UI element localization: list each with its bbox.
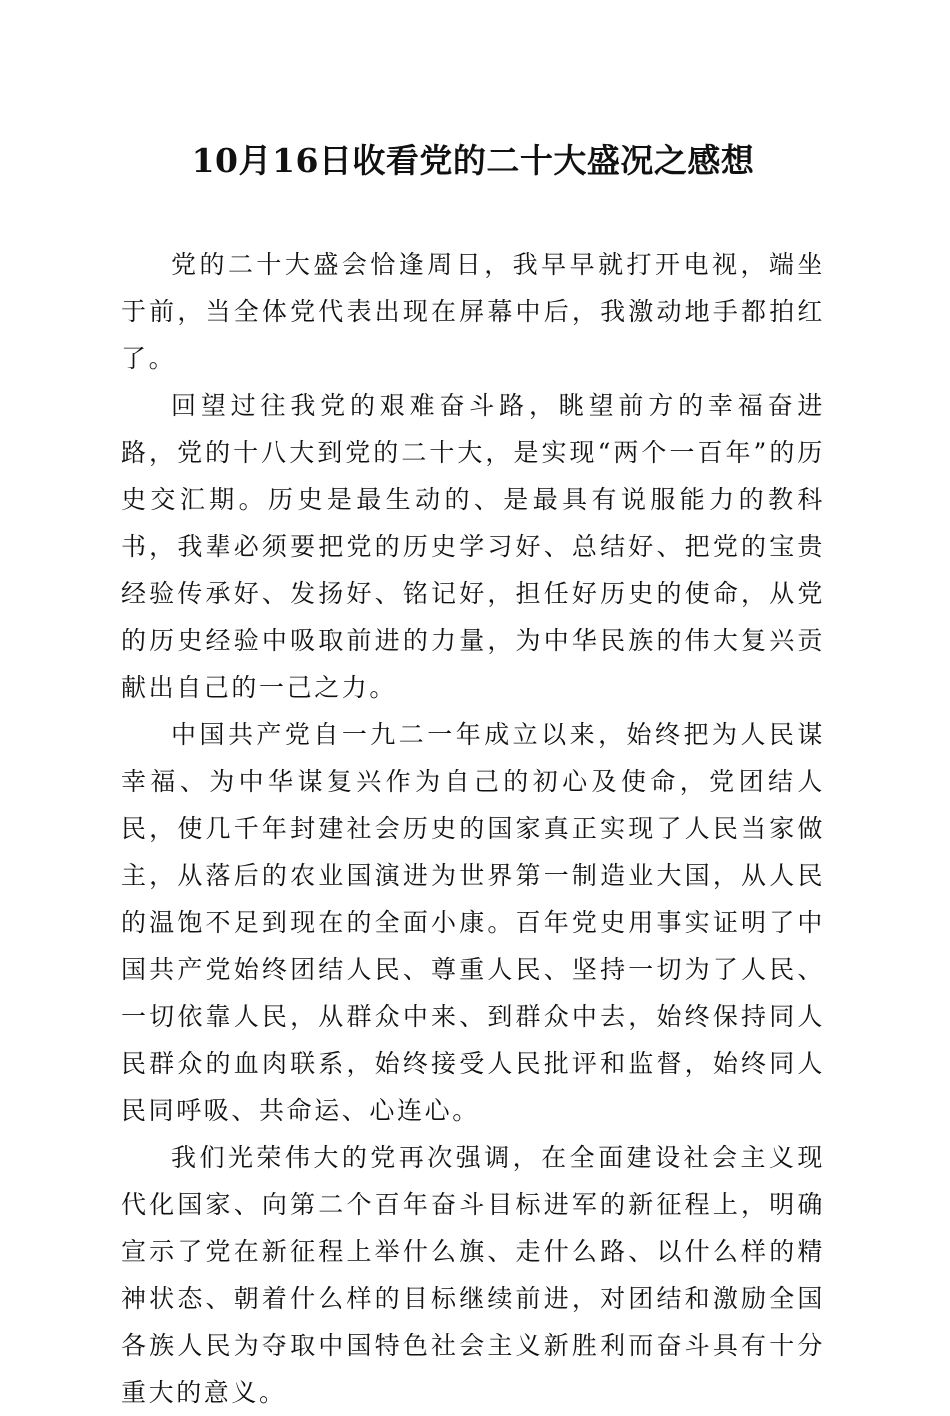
document-title: 10月16日收看党的二十大盛况之感想 (191, 141, 755, 180)
paragraph-4: 我们光荣伟大的党再次强调，在全面建设社会主义现代化国家、向第二个百年奋斗目标进军的新征程上，明确宣示了党在新征程上举什么旗、走什么路、以什么样的精神状态、朝着什么样的目标继续前进，对团结和激励全国各族人民为夺取中国特色社会主义新胜利而奋斗具有十分重大的意义。 (121, 1143, 825, 1407)
paragraph-1: 党的二十大盛会恰逢周日，我早早就打开电视，端坐于前，当全体党代表出现在屏幕中后，我激动地手都拍红了。 (121, 250, 825, 373)
paragraph-2: 回望过往我党的艰难奋斗路，眺望前方的幸福奋进路，党的十八大到党的二十大，是实现“两个一百年”的历史交汇期。历史是最生动的、是最具有说服能力的教科书，我辈必须要把党的历史学习好、总结好、把党的宝贵经验传承好、发扬好、铭记好，担任好历史的使命，从党的历史经验中吸取前进的力量，为中华民族的伟大复兴贡献出自己的一己之力。 (121, 391, 825, 702)
document-body (121, 241, 825, 1416)
paragraph-3: 中国共产党自一九二一年成立以来，始终把为人民谋幸福、为中华谋复兴作为自己的初心及使命，党团结人民，使几千年封建社会历史的国家真正实现了人民当家做主，从落后的农业国演进为世界第一制造业大国，从人民的温饱不足到现在的全面小康。百年党史用事实证明了中国共产党始终团结人民、尊重人民、坚持一切为了人民、一切依靠人民，从群众中来、到群众中去，始终保持同人民群众的血肉联系，始终接受人民批评和监督，始终同人民同呼吸、共命运、心连心。 (121, 720, 825, 1125)
